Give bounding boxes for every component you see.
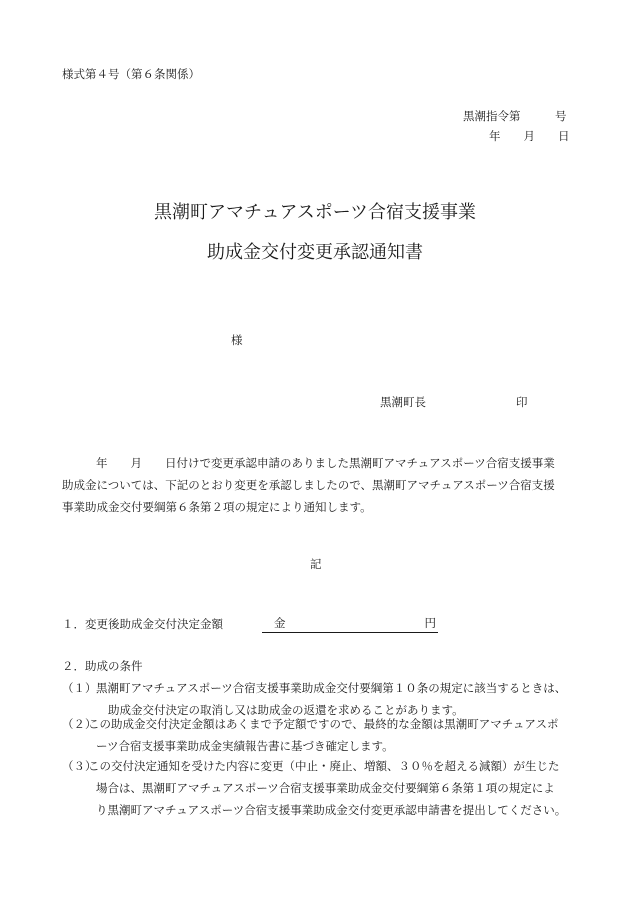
reference-number: 黒潮指令第 号 (463, 109, 567, 123)
body-line-2: 助成金については、下記のとおり変更を承認しましたので、黒潮町アマチュアスポーツ合宿支援 (62, 478, 555, 492)
amount-prefix: 金 (274, 616, 286, 630)
issuer-name: 黒潮町長 (380, 395, 426, 409)
notice-body (62, 452, 582, 518)
document-title-line1: 黒潮町アマチュアスポーツ合宿支援事業 (153, 202, 477, 223)
ki-heading: 記 (310, 557, 322, 571)
body-line-1: 年 月 日付けで変更承認申請のありました黒潮町アマチュアスポーツ合宿支援事業 (96, 456, 555, 470)
amount-label: １．変更後助成金交付決定金額 (62, 617, 223, 631)
condition-line: 黒潮町アマチュアスポーツ合宿支援事業助成金交付要綱第１０条の規定に該当するときは、 (96, 681, 567, 695)
condition-line: ーツ合宿支援事業助成金実績報告書に基づき確定します。 (96, 739, 394, 753)
conditions-title: ２．助成の条件 (62, 659, 143, 673)
seal-mark: 印 (516, 395, 528, 409)
condition-line: 場合は、黒潮町アマチュアスポーツ合宿支援事業助成金交付要綱第６条第１項の規定によ (96, 781, 555, 795)
condition-line: この交付決定通知を受けた内容に変更（中止・廃止、増額、３０％を超える減額）が生じた (88, 759, 560, 773)
document-title-line2: 助成金交付変更承認通知書 (207, 242, 423, 263)
amount-suffix: 円 (424, 616, 436, 630)
condition-line: この助成金交付決定金額はあくまで予定額ですので、最終的な金額は黒潮町アマチュアスポ (88, 717, 559, 731)
condition-line: り黒潮町アマチュアスポーツ合宿支援事業助成金交付変更承認申請書を提出してください。 (96, 803, 567, 817)
condition-number: （１） (62, 681, 97, 695)
condition-number: （２） (62, 717, 97, 731)
body-line-3: 事業助成金交付要綱第６条第２項の規定により通知します。 (62, 500, 372, 514)
issue-date: 年 月 日 (489, 129, 570, 143)
condition-line: 助成金交付決定の取消し又は助成金の返還を求めることがあります。 (108, 703, 464, 717)
amount-field (262, 614, 438, 633)
form-number: 様式第４号（第６条関係） (62, 67, 200, 81)
condition-number: （３） (62, 759, 97, 773)
addressee-suffix: 様 (231, 333, 243, 347)
